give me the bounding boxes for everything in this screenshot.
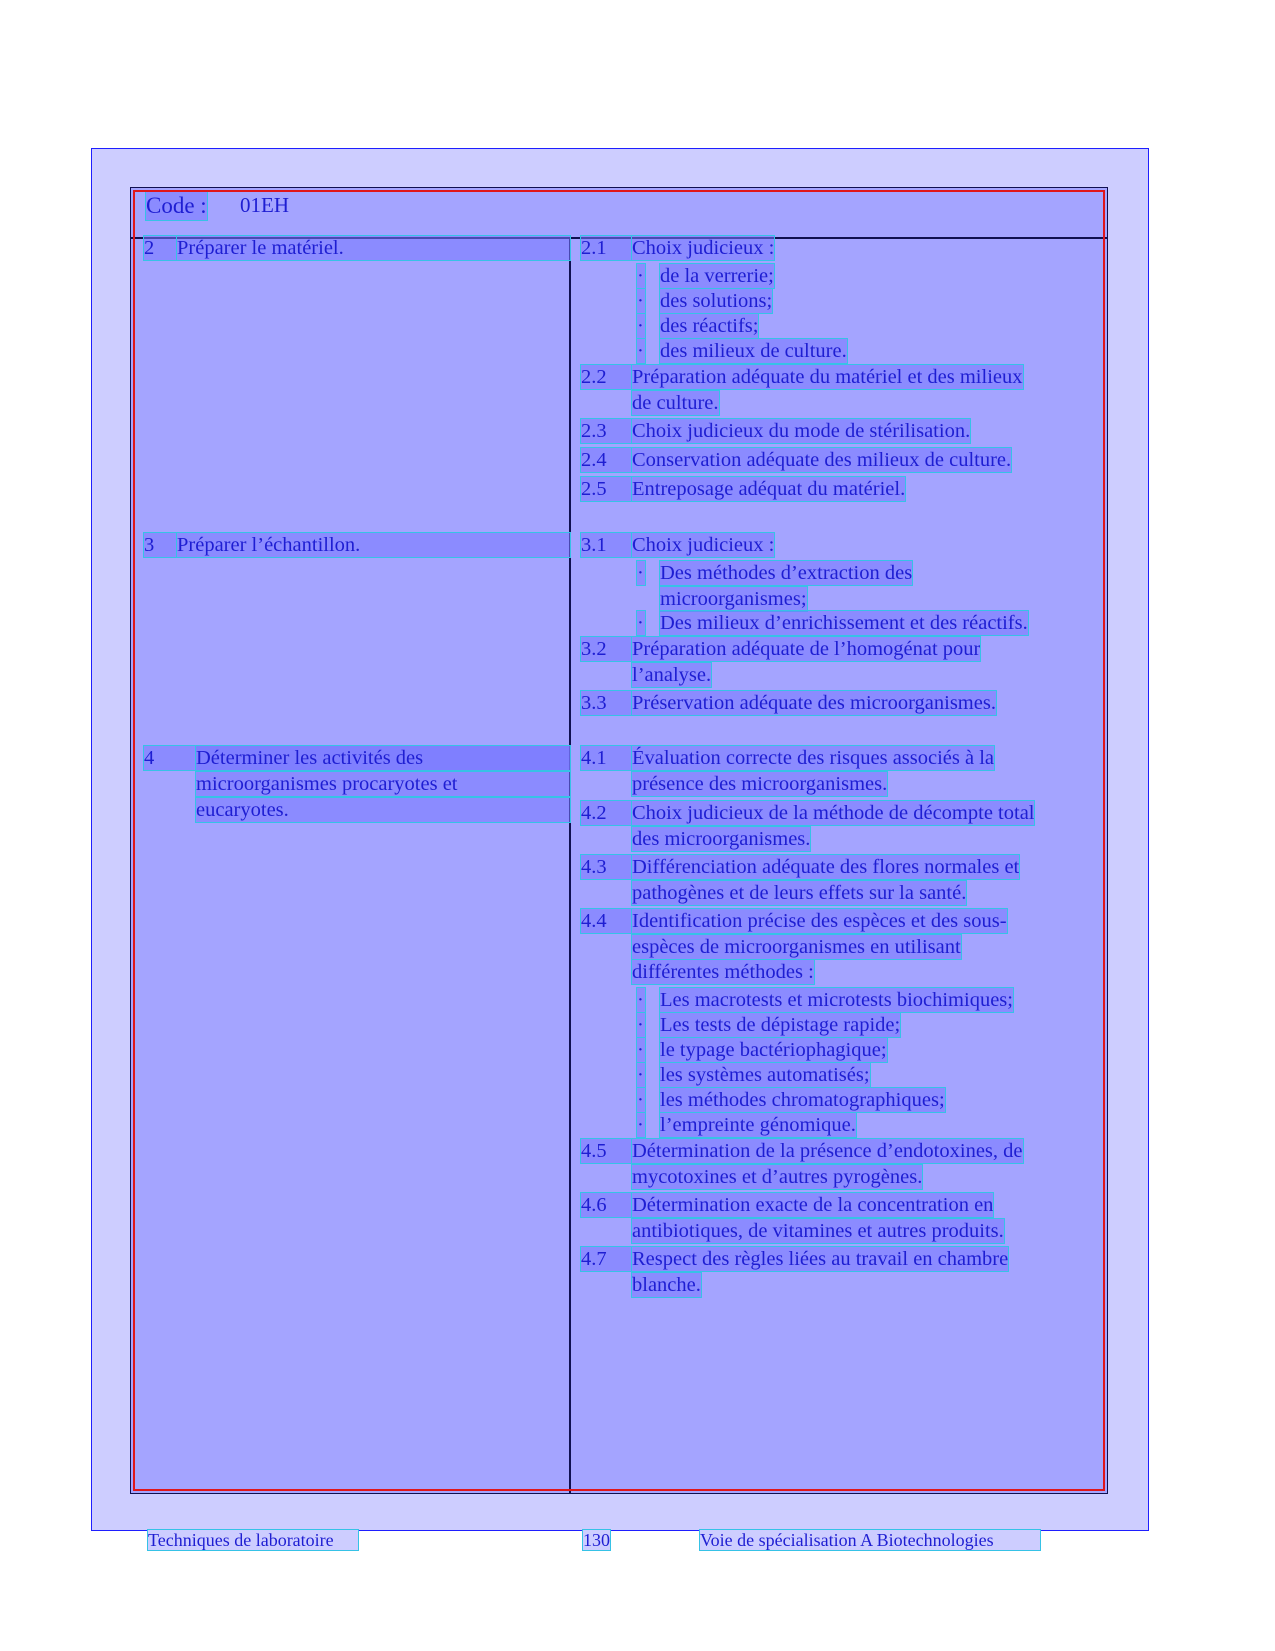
criterion-subitem: l’empreinte génomique. — [660, 1114, 856, 1136]
criterion-number: 4.7 — [581, 1247, 631, 1271]
criterion-text: antibiotiques, de vitamines et autres produits. — [632, 1219, 1004, 1242]
criterion-subitem: des solutions; — [660, 290, 773, 312]
criterion-text: des microorganismes. — [632, 827, 811, 850]
criterion-number: 3.3 — [581, 691, 631, 715]
criterion-text: pathogènes et de leurs effets sur la santé. — [632, 881, 967, 904]
criterion-text: différentes méthodes : — [632, 961, 814, 983]
criterion-text: Différenciation adéquate des flores normales et — [632, 856, 1020, 878]
element-text: Déterminer les activités des — [196, 746, 570, 770]
criterion-text: mycotoxines et d’autres pyrogènes. — [632, 1165, 923, 1188]
code-label: Code : — [146, 193, 207, 218]
bullet-icon: · — [637, 562, 644, 584]
element-text: eucaryotes. — [196, 798, 570, 822]
criterion-text: Choix judicieux de la méthode de décompte total — [632, 802, 1035, 824]
criterion-text: Détermination de la présence d’endotoxines, de — [632, 1140, 1023, 1162]
element-text: Préparer le matériel. — [177, 236, 570, 260]
criterion-text: Détermination exacte de la concentration en — [632, 1194, 994, 1216]
criterion-subitem: les systèmes automatisés; — [660, 1064, 870, 1086]
element-text: microorganismes procaryotes et — [196, 772, 570, 796]
criterion-text: Entreposage adéquat du matériel. — [632, 478, 906, 500]
bullet-icon: · — [637, 340, 644, 362]
criterion-subitem: les méthodes chromatographiques; — [660, 1089, 945, 1111]
bullet-icon: · — [637, 1064, 644, 1086]
criterion-number: 2.4 — [581, 448, 631, 472]
criterion-number: 4.4 — [581, 909, 631, 933]
footer-page-number: 130 — [583, 1530, 610, 1550]
criterion-text: l’analyse. — [632, 663, 712, 686]
criterion-text: Préservation adéquate des microorganismes. — [632, 692, 996, 714]
criterion-number: 2.1 — [581, 236, 631, 260]
bullet-icon: · — [637, 1114, 644, 1136]
criterion-number: 4.2 — [581, 801, 631, 825]
code-value: 01EH — [240, 193, 289, 217]
bullet-icon: · — [637, 265, 644, 287]
criterion-text: Évaluation correcte des risques associés à la — [632, 747, 995, 769]
element-number: 3 — [144, 533, 176, 557]
criterion-text: Choix judicieux : — [632, 237, 775, 259]
criterion-text: Conservation adéquate des milieux de culture. — [632, 449, 1012, 471]
criterion-number: 2.5 — [581, 477, 631, 501]
bullet-icon: · — [637, 315, 644, 337]
criterion-number: 4.6 — [581, 1193, 631, 1217]
column-divider — [569, 238, 571, 1494]
footer-left: Techniques de laboratoire — [148, 1530, 358, 1550]
criterion-number: 4.1 — [581, 746, 631, 770]
criterion-text: Choix judicieux du mode de stérilisation. — [632, 420, 971, 442]
criterion-text: présence des microorganismes. — [632, 772, 888, 795]
criterion-text: Respect des règles liées au travail en chambre — [632, 1248, 1009, 1270]
criterion-subitem: des milieux de culture. — [660, 340, 847, 362]
criterion-subitem: le typage bactériophagique; — [660, 1039, 887, 1061]
bullet-icon: · — [637, 612, 644, 634]
bullet-icon: · — [637, 1039, 644, 1061]
criterion-number: 3.2 — [581, 637, 631, 661]
element-number: 4 — [144, 746, 570, 770]
bullet-icon: · — [637, 1014, 644, 1036]
criterion-subitem: Les tests de dépistage rapide; — [660, 1014, 901, 1036]
criterion-subitem: Des méthodes d’extraction des — [660, 562, 913, 584]
criterion-number: 2.3 — [581, 419, 631, 443]
element-number: 2 — [144, 236, 176, 260]
criterion-text: Préparation adéquate de l’homogénat pour — [632, 638, 981, 660]
criterion-number: 2.2 — [581, 365, 631, 389]
criterion-text: espèces de microorganismes en utilisant — [632, 935, 961, 958]
footer-right: Voie de spécialisation A Biotechnologies — [700, 1530, 1040, 1550]
bullet-icon: · — [637, 989, 644, 1011]
criterion-number: 4.3 — [581, 855, 631, 879]
criterion-text: de culture. — [632, 391, 719, 414]
criterion-subitem: des réactifs; — [660, 315, 759, 337]
criterion-subitem: microorganismes; — [660, 587, 807, 610]
criterion-subitem: Les macrotests et microtests biochimiques; — [660, 989, 1013, 1011]
criterion-text: Préparation adéquate du matériel et des milieux — [632, 366, 1023, 388]
criterion-text: Identification précise des espèces et des sous- — [632, 910, 1007, 932]
criterion-subitem: de la verrerie; — [660, 265, 774, 287]
criterion-number: 3.1 — [581, 533, 631, 557]
bullet-icon: · — [637, 1089, 644, 1111]
criterion-subitem: Des milieux d’enrichissement et des réactifs. — [660, 612, 1028, 634]
bullet-icon: · — [637, 290, 644, 312]
criterion-number: 4.5 — [581, 1139, 631, 1163]
criterion-text: Choix judicieux : — [632, 534, 775, 556]
criterion-text: blanche. — [632, 1273, 701, 1296]
element-text: Préparer l’échantillon. — [177, 533, 570, 557]
